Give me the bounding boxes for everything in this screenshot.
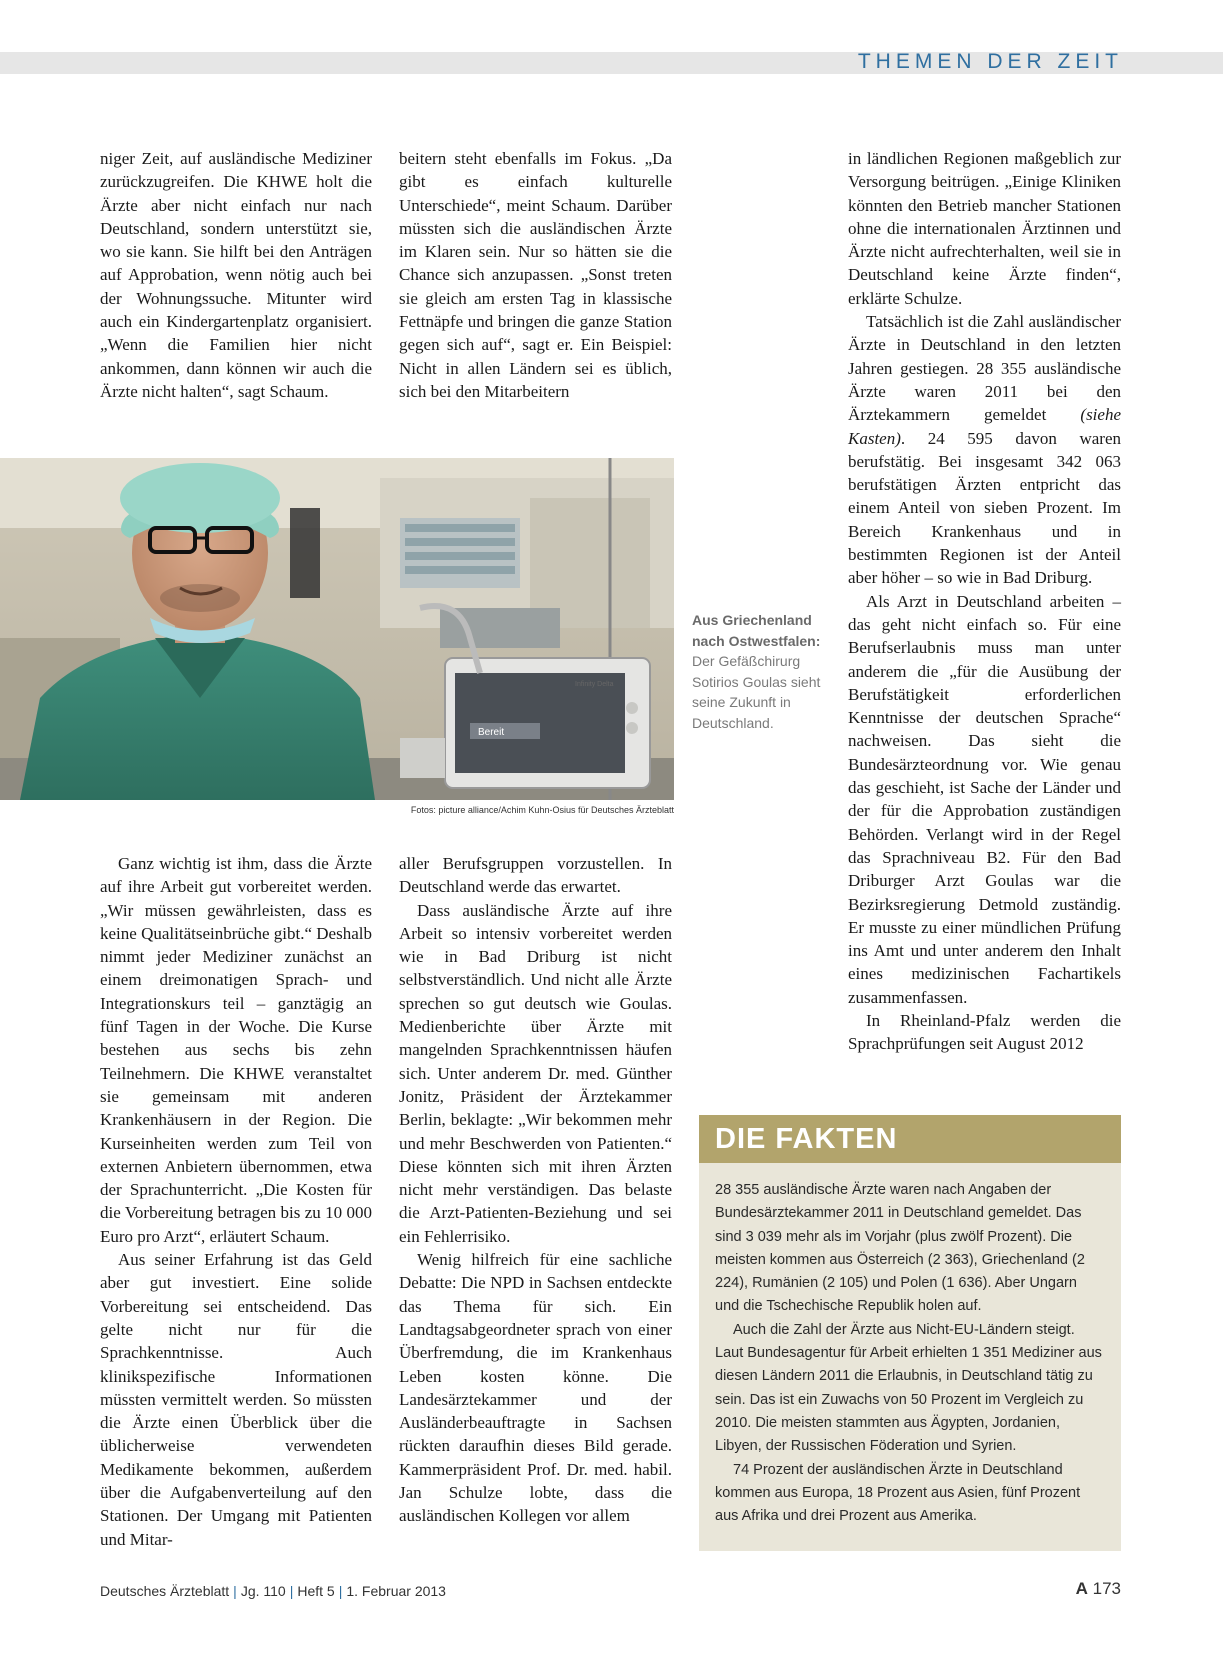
photo-caption — [692, 610, 842, 733]
facts-box-title: DIE FAKTEN — [699, 1115, 1121, 1163]
article-photo — [0, 458, 674, 800]
journal-issue: Heft 5 — [297, 1583, 335, 1599]
column-3 — [848, 147, 1121, 1056]
paragraph-text: Tatsächlich ist die Zahl ausländischer Ärzte in Deutschland in den letzten Jahren gestiegen. 28 355 ausländische Ärzte waren 2011 bei den Ärztekammern gemeldet — [848, 312, 1121, 425]
paragraph: niger Zeit, auf ausländische Mediziner zurückzugreifen. Die KHWE holt die Ärzte aber nicht einfach nur nach Deutschland, sondern unterstützt sie, wo sie kann. Sie hilft bei den Anträgen auf Approbation, wenn nötig auch bei der Wohnungssuche. Mitunter wird auch ein Kindergartenplatz organisiert. „Wenn die Familien hier nicht ankommen, dann können wir auch die Ärzte nicht halten“, sagt Schaum. — [100, 149, 372, 401]
monitor-status-text: Bereit — [478, 727, 505, 738]
facts-box-body — [699, 1163, 1121, 1528]
paragraph: Aus seiner Erfahrung ist das Geld aber gut investiert. Eine solide Vorbereitung sei entscheidend. Das gelte nicht nur für die Sprachkenntnisse. Auch klinikspezifische Informationen müssten vermittelt werden. So müssten die Ärzte einen Überblick über die üblicherweise verwendeten Medikamente bekommen, außerdem über die Aufgabenverteilung auf den Stationen. Der Umgang mit Patienten und Mitar- — [100, 1250, 372, 1549]
separator: | — [233, 1583, 237, 1599]
column-1-bottom — [100, 852, 372, 1551]
paragraph: aller Berufsgruppen vorzustellen. In Deutschland werde das erwartet. — [399, 854, 672, 897]
facts-paragraph: Auch die Zahl der Ärzte aus Nicht-EU-Ländern steigt. Laut Bundesagentur für Arbeit erhielten 1 351 Mediziner aus diesen Ländern 2011 die Erlaubnis, in Deutschland tätig zu sein. Das ist ein Zuwachs von 50 Prozent im Vergleich zu 2010. Die meisten stammten aus Ägypten, Jordanien, Libyen, der Russischen Föderation und Syrien. — [715, 1321, 1102, 1455]
paragraph: Wenig hilfreich für eine sachliche Debatte: Die NPD in Sachsen entdeckte das Thema für sich. Ein Landtagsabgeordneter sprach von einer Überfremdung, die im Krankenhaus Leben kosten könne. Die Landesärztekammer und der Ausländerbeauftragte in Sachsen rückten daraufhin dieses Bild gerade. Kammerpräsident Prof. Dr. med. habil. Jan Schulze lobte, dass die ausländischen Kollegen vor allem — [399, 1250, 672, 1526]
section-title: THEMEN DER ZEIT — [857, 50, 1123, 73]
photo-credit: Fotos: picture alliance/Achim Kuhn-Osius für Deutsches Ärzteblatt — [410, 805, 674, 815]
paragraph: in ländlichen Regionen maßgeblich zur Versorgung beitrügen. „Einige Kliniken könnten den Betrieb mancher Stationen ohne die internationalen Ärztinnen und Ärzte nicht aufrechterhalten, weil sie in Deutschland keine Ärzte finden“, erklärte Schulze. — [848, 149, 1121, 308]
facts-paragraph: 28 355 ausländische Ärzte waren nach Angaben der Bundesärztekammer 2011 in Deutschland gemeldet. Das sind 3 039 mehr als im Vorjahr (plus zwölf Prozent). Die meisten kommen aus Österreich (2 363), Griechenland (2 224), Rumänien (2 105) und Polen (1 636). Aber Ungarn und die Tschechische Republik holen auf. — [715, 1182, 1085, 1315]
facts-paragraph: 74 Prozent der ausländischen Ärzte in Deutschland kommen aus Europa, 18 Prozent aus Asien, fünf Prozent aus Afrika und drei Prozent aus Amerika. — [715, 1461, 1081, 1525]
journal-date: 1. Februar 2013 — [346, 1583, 446, 1599]
caption-text: Der Gefäßchirurg Sotirios Goulas sieht seine Zukunft in Deutschland. — [692, 653, 821, 731]
column-1-top — [100, 147, 372, 403]
facts-box — [699, 1115, 1121, 1551]
box-reference: (siehe Kasten) — [848, 405, 1121, 448]
page-number-value: 173 — [1092, 1579, 1121, 1598]
paragraph: beitern steht ebenfalls im Fokus. „Da gibt es einfach kulturelle Unterschiede“, meint Schaum. Darüber müssten sich die ausländischen Ärzte im Klaren sein. Nur so hätten sie die Chance sich anzupassen. „Sonst treten sie gleich am ersten Tag in klassische Fettnäpfe und bringen die ganze Station gegen sich auf“, sagt er. Ein Beispiel: Nicht in allen Ländern sei es üblich, sich bei den Mitarbeitern — [399, 149, 672, 401]
paragraph: In Rheinland-Pfalz werden die Sprachprüfungen seit August 2012 — [848, 1010, 1121, 1054]
paragraph — [848, 310, 1121, 590]
caption-headline: Aus Griechenland nach Ostwestfalen: — [692, 612, 821, 649]
journal-name: Deutsches Ärzteblatt — [100, 1583, 230, 1599]
paragraph: Als Arzt in Deutschland arbeiten – das geht nicht einfach so. Für eine Berufserlaubnis muss man unter anderem die „für die Ausübung der Berufstätigkeit erforderlichen Kenntnisse der deutschen Sprache“ nachweisen. Das sieht die Bundesärzteordnung vor. Wie genau das geschieht, ist Sache der Länder und der für die Approbation zuständigen Behörden. Verlangt wird in der Regel das Sprachniveau B2. Für den Bad Driburger Arzt Goulas war die Bezirksregierung Detmold zuständig. Er musste zu einer mündlichen Prüfung ins Amt und unter anderem den Inhalt eines medizinischen Fachartikels zusammenfassen. — [848, 591, 1121, 1007]
journal-volume: Jg. 110 — [240, 1583, 286, 1599]
column-2-bottom — [399, 852, 672, 1528]
separator: | — [338, 1583, 343, 1599]
column-2-top — [399, 147, 672, 403]
page-prefix: A — [1075, 1579, 1088, 1598]
separator: | — [289, 1583, 294, 1599]
paragraph: Ganz wichtig ist ihm, dass die Ärzte auf ihre Arbeit gut vorbereitet werden. „Wir müssen gewährleisten, dass es keine Qualitätseinbrüche gibt.“ Deshalb nimmt jeder Mediziner zunächst an einem dreimonatigen Sprach- und Integrationskurs teil – ganztägig an fünf Tagen in der Woche. Die Kurse bestehen aus sechs bis zehn Teilnehmern. Die KHWE veranstaltet sie gemeinsam mit anderen Krankenhäusern in der Region. Die Kurseinheiten werden zum Teil von externen Anbietern übernommen, etwa der Sprachunterricht. „Die Kosten für die Vorbereitung betragen bis zu 10 000 Euro pro Arzt“, erläutert Schaum. — [100, 854, 372, 1246]
monitor-brand-text: Infinity Delta — [575, 681, 614, 688]
surgeon-photo-illustration — [0, 458, 674, 800]
medical-monitor — [445, 658, 650, 788]
page-number — [1076, 1579, 1121, 1599]
footer-citation — [100, 1583, 446, 1599]
paragraph-text: . 24 595 davon waren berufstätig. Bei insgesamt 342 063 berufstätigen Ärzten entpricht das einem Anteil von sieben Prozent. Im Bereich Krankenhaus und in bestimmten Regionen ist der Anteil aber höher – so wie in Bad Driburg. — [848, 428, 1121, 588]
paragraph: Dass ausländische Ärzte auf ihre Arbeit so intensiv vorbereitet werden wie in Bad Driburg ist nicht selbstverständlich. Und nicht alle Ärzte sprechen so gut deutsch wie Goulas. Medienberichte über Ärzte mit mangelnden Sprachkenntnissen häufen sich. Unter anderem Dr. med. Günther Jonitz, Präsident der Ärztekammer Berlin, beklagte: „Wir bekommen mehr und mehr Beschwerden von Patienten.“ Diese könnten sich mit ihren Ärzten nicht mehr verständigen. Das belaste die Arzt-Patienten-Beziehung und sei ein Fehlerrisiko. — [399, 900, 672, 1246]
